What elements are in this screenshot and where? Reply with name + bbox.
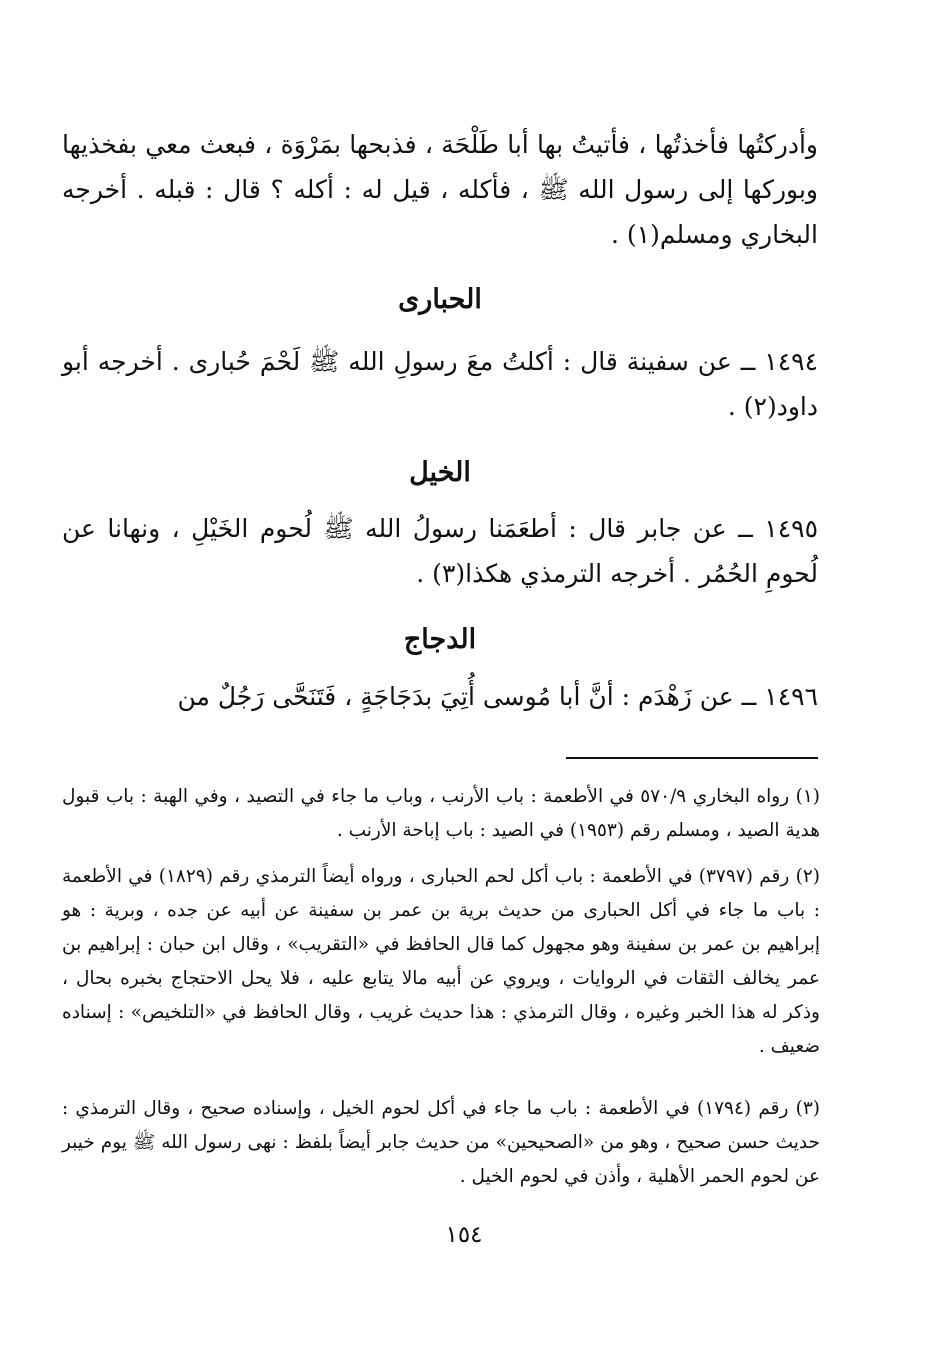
hadith-1496: ١٤٩٦ ــ عن زَهْدَم : أنَّ أبا مُوسى أُتِيَ بدَجَاجَةٍ ، فَتَنَحَّى رَجُلٌ من — [177, 682, 818, 711]
page-number: ١٥٤ — [445, 1222, 483, 1248]
section-heading-hubara: الحبارى — [398, 284, 482, 315]
footnote-2: (٢) رقم (٣٧٩٧) في الأطعمة : باب أكل لحم الحبارى ، ورواه أيضاً الترمذي رقم (١٨٢٩) في الأطعمة : باب ما جاء في أكل الحبارى من حديث برية بن عمر بن سفينة عن أبيه عن جده ، وبرية : هو إبراهيم بن عمر بن سفينة وهو مجهول كما قال الحافظ في «التقريب» ، وقال ابن حبان : إبراهيم بن عمر يخالف الثقات في الروايات ، ويروي عن أبيه مالا يتابع عليه ، فلا يحل الاحتجاج بخبره بحال ، وذكر له هذا الخبر وغيره ، وقال الترمذي : هذا حديث غريب ، وقال الحافظ في «التلخيص» : إسناده ضعيف . — [62, 866, 820, 1057]
hadith-1494: ١٤٩٤ ــ عن سفينة قال : أكلتُ معَ رسولِ الله ﷺ لَحْمَ حُبارى . أخرجه أبو داود(٢) . — [62, 347, 818, 421]
section-heading-dajaj: الدجاج — [403, 624, 477, 655]
footnote-separator — [566, 757, 818, 759]
section-heading-khayl: الخيل — [409, 457, 471, 488]
paragraph-intro: وأدركتُها فأخذتُها ، فأتيتُ بها أبا طَلْحَة ، فذبحها بمَرْوَة ، فبعث معي بفخذيها وبوركها إلى رسول الله ﷺ ، فأكله ، قيل له : أكله ؟ قال : قبله . أخرجه البخاري ومسلم(١) . — [62, 130, 818, 249]
hadith-1495: ١٤٩٥ ــ عن جابر قال : أطعَمَنا رسولُ الله ﷺ لُحوم الخَيْلِ ، ونهانا عن لُحومِ الحُمُر . أخرجه الترمذي هكذا(٣) . — [62, 514, 818, 588]
footnote-3: (٣) رقم (١٧٩٤) في الأطعمة : باب ما جاء في أكل لحوم الخيل ، وإسناده صحيح ، وقال الترمذي : حديث حسن صحيح ، وهو من «الصحيحين» من حديث جابر أيضاً بلفظ : نهى رسول الله ﷺ يوم خيبر عن لحوم الحمر الأهلية ، وأذن في لحوم الخيل . — [62, 1098, 820, 1187]
footnote-1: (١) رواه البخاري ٥٧٠/٩ في الأطعمة : باب الأرنب ، وباب ما جاء في التصيد ، وفي الهبة : باب قبول هدية الصيد ، ومسلم رقم (١٩٥٣) في الصيد : باب إباحة الأرنب . — [62, 786, 820, 841]
